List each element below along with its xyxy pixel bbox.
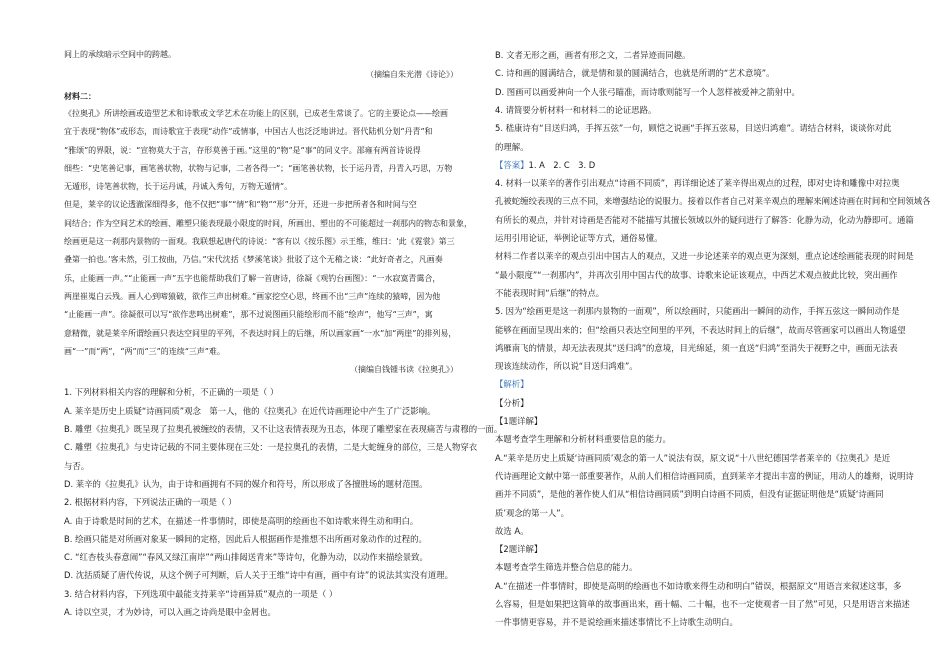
left-column-line: C. “红杏枝头春意闹”“春风又绿江南岸”“两山排闼送青来”等诗句，化静为动，以动作来描绘景致。 (64, 552, 428, 563)
right-column-line: 4. 请简要分析材料一和材料二的论证思路。 (495, 104, 657, 115)
right-column-line: “最小限度”“一刹那内”，并再次引用中国古代的故事、诗歌来论证该观点，中西艺术观点彼此比较，突出画作 (495, 269, 898, 280)
right-column-line: 4. 材料一以莱辛的著作引出观点“诗画不同质”，再详细论述了莱辛得出观点的过程，即对史诗和雕像中对拉奥 (495, 178, 900, 189)
right-column-line: 【1题详解】 (495, 416, 543, 426)
left-column-line: 宜于表现“物体”或形态，而诗歌宜于表现“动作”或情事，中国古人也泛泛地讲过。晋代陆机分划“丹青”和 (64, 127, 433, 137)
left-column-line: A. 诗以空灵，才为妙诗，可以入画之诗尚是眼中金屑也。 (64, 607, 276, 617)
left-column-line: A. 莱辛是历史上质疑“诗画同质”观念 第一人，他的《拉奥孔》在近代诗画理论中产生了广泛影响。 (64, 405, 436, 416)
left-column-line: 但是，莱辛的议论透澈深细得多，他不仅把“事”“情”和“物”“形”分开，还进一步把所者各和时间与空 (64, 200, 417, 210)
right-column-line: 不能表现时间“后继”的特点。 (495, 287, 605, 298)
right-column-line: B. 文者无形之画，画者有形之文，二者异迹而同趣。 (495, 50, 691, 60)
right-column-line: 【2题详解】 (495, 544, 543, 555)
right-column-line: 有所长的观点，并针对诗画是否能对不能描写其擅长领域以外的疑问进行了解答：化静为动，化动为静即可。通篇 (495, 214, 914, 225)
left-column-line: D. 沈括质疑了唐代传说，从这个例子可判断，后人关于王维“诗中有画，画中有诗”的说法其实没有道理。 (64, 570, 453, 581)
left-column-line: （摘编自朱光潜《诗论》） (366, 70, 458, 80)
right-column-line: 5. 因为“绘画更是这一刹那内景物的一面观”，所以绘画时，只能画出一瞬间的动作，手挥五弦这一瞬间动作是 (495, 306, 900, 317)
right-column-line: 能够在画面呈现出来的；但“绘画只表达空间里的平列，不表达时间上的后继”，故而尽管画家可以画出人物遥望 (495, 324, 906, 335)
left-column-line: 两崖崔嵬白云残。画人心到啼猿破，欲作三声出树难。”画家挖空心思，终画不出“三声”连续的猿啼，因为他 (64, 291, 441, 301)
right-column-line: 孔被蛇缠绞表现的三点不同，来增强结论的说服力。接着以作者自己对莱辛观点的理解来阐述诗画在时间和空间领域各 (495, 196, 931, 207)
right-column-line: 【解析】 (495, 379, 529, 390)
left-column-line: D. 莱辛的《拉奥孔》认为，由于诗和画拥有不同的媒介和符号，所以形成了各擅胜场的题材范围。 (64, 478, 428, 489)
left-column-line: 间结合；作为空间艺术的绘画、雕塑只能表现最小限度的时间，所画出、塑出的不可能超过一刹那内的物态和景象， (64, 218, 472, 228)
right-column-line: 鸿雁南飞的情景，却无法表现其“送归鸿”的意境，目光绵延，须一直送“归鸿”至消失于视野之中，画面无法表 (495, 342, 898, 353)
left-column-line: A. 由于诗歌是时间的艺术，在描述一件事情时，即使是高明的绘画也不如诗歌来得生动和明白。 (64, 515, 419, 526)
right-column-line: C. 诗和画的圆满结合，就是情和景的圆满结合，也就是所谓的“艺术意境”。 (495, 68, 775, 79)
left-column-line: 乐，止能画一声。”“止能画一声”五字也能帮助我们了解一首唐诗，徐凝《观钓台画图》：“一水寂寞青霭合， (64, 273, 441, 283)
right-column-line: 故选 A。 (495, 525, 529, 536)
left-column-line: 3. 结合材料内容，下列选项中最能支持莱辛“诗画异质”观点的一项是（ ） (64, 588, 338, 599)
left-column-line: “止能画一声”。徐凝很可以写“欲作悲鸣出树难”，那不过说图画只能绘形而不能“绘声”，他写“三声”，寓 (64, 310, 433, 320)
left-column-line: 与否。 (64, 460, 90, 471)
left-column-line: 材料二： (64, 90, 96, 101)
left-column-line: C. 雕塑《拉奥孔》与史诗记载的不同主要体现在三处：一是拉奥孔的表情，二是大蛇缠身的部位，三是人物穿衣 (64, 442, 478, 453)
right-column-line: 【分析】 (495, 397, 529, 408)
right-column-line: 质’观念的第一人”。 (495, 507, 570, 518)
left-column-line: 意精微，就是莱辛所谓绘画只表达空间里的平列，不表达时间上的后继，所以画家画“一水”加“两崖”的排列易， (64, 328, 457, 338)
left-column-line: 无遁形，诗笔善状物，长于运丹诚，丹诚入秀句，万物无遁情”。 (64, 182, 293, 192)
left-column-line: 画“一”而“两”，“两”而“三”的连续“三声”难。 (64, 346, 225, 356)
right-column-line: 的理解。 (495, 141, 529, 152)
left-column-line: 2. 根据材料内容，下列说法正确的一项是（ ） (64, 497, 237, 508)
answer-tag: 【答案】 (495, 159, 529, 170)
right-column-line: A.“在描述一件事情时，即使是高明的绘画也不如诗歌来得生动和明白”错误，根据原文“用语言来叙述这事，多 (495, 580, 902, 591)
right-column-line: 材料二作者以莱辛的观点引出中国古人的观点，又进一步论述莱辛的观点更为深刻，重点论述绘画能表现的时间是 (495, 251, 914, 262)
left-column-line: 叠第一拍也。’客未然，引工按曲，乃信。”宋代沈括《梦溪笔谈》批驳了这个无稽之谈：“此好奇者之，凡画奏 (64, 255, 443, 265)
right-column-line: 现该连续动作，所以说“目送归鸿难”。 (495, 361, 638, 372)
left-column-line: 《拉奥孔》所讲绘画或造型艺术和诗歌或文学艺术在功能上的区别，已成老生常谈了。它的主要论点——绘画 (64, 108, 448, 118)
right-column-line: 么容易，但是如果把这简单的故事画出来，画十幅、二十幅，也不一定使观者一目了然”可见，只是用语言来描述 (495, 599, 910, 609)
right-column-line: 【答案】1. A 2. C 3. D (495, 159, 596, 170)
right-column-line: 本题考查学生筛选并整合信息的能力。 (495, 562, 638, 573)
right-column-line: A.“莱辛是历史上质疑‘诗画同质’观念的第一人”说法有误，原文说“十八世纪德国学者莱辛的《拉奥孔》是近 (495, 452, 891, 463)
right-column-line: 运用引用论证，举例论证等方式，通俗易懂。 (495, 233, 663, 243)
left-column-line: 细些：“史笔善记事，画笔善状物，状物与记事，二者各得一”；“画笔善状物，长于运丹青，丹青入巧思，万物 (64, 163, 453, 173)
left-column-line: 绘画更是这一刹那内景物的一面观。我联想起唐代的诗说：“客有以《按乐图》示王维，维曰：‘此《霓裳》第三 (64, 237, 455, 246)
left-column-line: B. 绘画只能是对所画对象某一瞬间的定格，因此后人根据画作是推想不出所画对象动作的过程的。 (64, 533, 427, 544)
right-column-line: 代诗画理论文献中第一部重要著作，从前人们相信诗画同质，直到莱辛才提出丰富的例证，用动人的雄辩，说明诗 (495, 470, 914, 481)
left-column-line: （摘编自钱锺书读《拉奥孔》） (350, 365, 458, 375)
right-column-line: 5. 嵇康诗有“目送归鸿，手挥五弦”一句，顾恺之说画“手挥五弦易，目送归鸿难”。请结合材料，谈谈你对此 (495, 123, 892, 134)
left-column-line: 间上的承续暗示空间中的跨越。 (64, 50, 176, 59)
right-column-line: D. 图画可以画爱神向一个人张弓瞄准，而诗歌则能写一个人忽样被爱神之箭射中。 (495, 86, 800, 97)
right-column-line: 本题考查学生理解和分析材料重要信息的能力。 (495, 434, 671, 445)
right-column-line: 一件事情更容易，并不是说绘画来描述事情比不上诗歌生动明白。 (495, 617, 738, 628)
left-column-line: 1. 下列材料相关内容的理解和分析，不正确的一项是（ ） (64, 387, 279, 398)
right-column-line: 画并不同质”，是他的著作使人们从“相信诗画同质”到明白诗画不同质，但没有证据证明他是“质疑‘诗画同 (495, 489, 884, 500)
left-column-line: “雅颂”的界限，说：“宣物莫大于言，存形莫善于画。”这里的“物”是“事”的同义字。邵雍有两首诗说得 (64, 145, 421, 155)
left-column-line: B. 雕塑《拉奥孔》既呈现了拉奥孔被缠绞的表情，又不让这表情表现为丑态，体现了雕塑家在表现痛苦与肃穆的一面。 (64, 424, 503, 434)
